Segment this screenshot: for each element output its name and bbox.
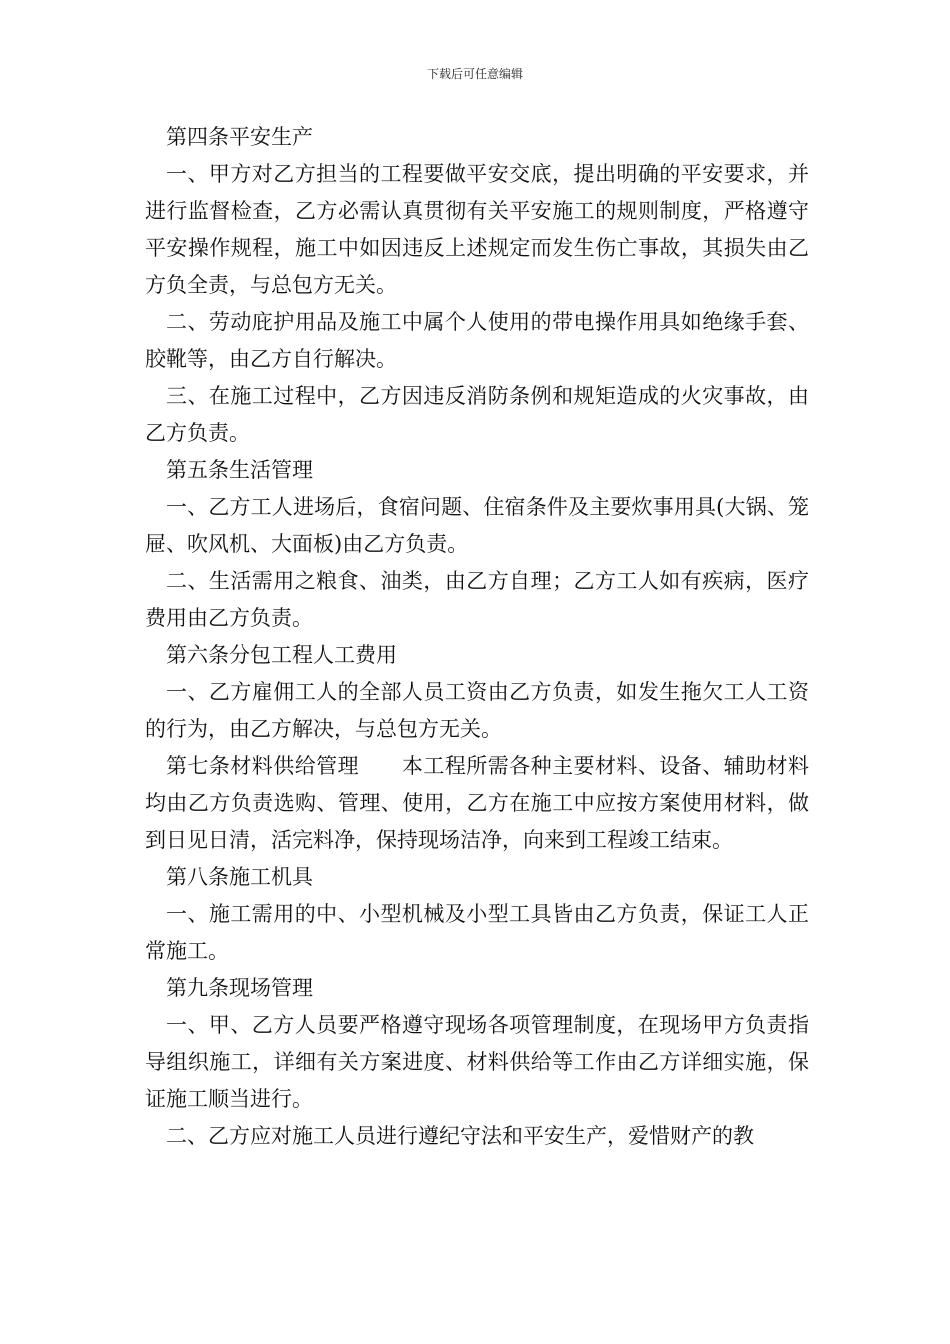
paragraph: 二、生活需用之粮食、油类，由乙方自理；乙方工人如有疾病，医疗费用由乙方负责。 [145, 569, 809, 630]
section-heading-4: 第四条平安生产 [166, 125, 313, 149]
section-heading-9: 第九条现场管理 [166, 976, 313, 1000]
paragraph: 二、乙方应对施工人员进行遵纪守法和平安生产，爱惜财产的教 [166, 1124, 754, 1148]
paragraph: 三、在施工过程中，乙方因违反消防条例和规矩造成的火灾事故，由乙方负责。 [145, 384, 809, 445]
paragraph: 一、乙方雇佣工人的全部人员工资由乙方负责，如发生拖欠工人工资的行为，由乙方解决，与总包方无关。 [145, 680, 809, 741]
paragraph: 一、乙方工人进场后，食宿问题、住宿条件及主要炊事用具(大锅、笼屉、吹风机、大面板)由乙方负责。 [145, 495, 809, 556]
page-header: 下载后可任意编辑 [426, 67, 523, 81]
section-7-paragraph: 第七条材料供给管理 本工程所需各种主要材料、设备、辅助材料均由乙方负责选购、管理、使用，乙方在施工中应按方案使用材料，做到日见日清，活完料净，保持现场洁净，向来到工程竣工结束。 [145, 754, 809, 852]
section-heading-6: 第六条分包工程人工费用 [166, 643, 397, 667]
section-heading-5: 第五条生活管理 [166, 458, 313, 482]
paragraph: 一、施工需用的中、小型机械及小型工具皆由乙方负责，保证工人正常施工。 [145, 902, 809, 963]
section-heading-8: 第八条施工机具 [166, 865, 313, 889]
paragraph: 一、甲方对乙方担当的工程要做平安交底，提出明确的平安要求，并进行监督检查，乙方必需认真贯彻有关平安施工的规则制度，严格遵守平安操作规程，施工中如因违反上述规定而发生伤亡事故，其损失由乙方负全责，与总包方无关。 [145, 162, 809, 297]
paragraph: 二、劳动庇护用品及施工中属个人使用的带电操作用具如绝缘手套、胶靴等，由乙方自行解决。 [145, 310, 809, 371]
document-body [145, 119, 809, 1155]
paragraph: 一、甲、乙方人员要严格遵守现场各项管理制度，在现场甲方负责指导组织施工，详细有关方案进度、材料供给等工作由乙方详细实施，保证施工顺当进行。 [145, 1013, 809, 1111]
